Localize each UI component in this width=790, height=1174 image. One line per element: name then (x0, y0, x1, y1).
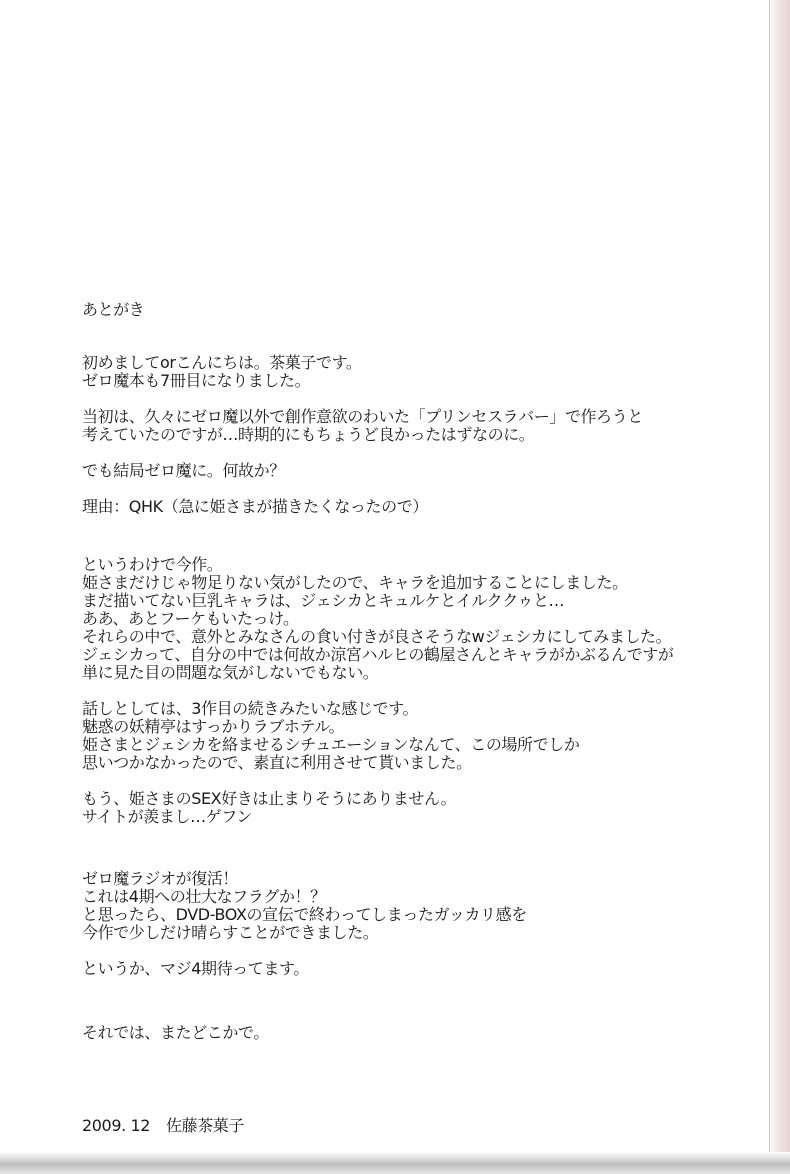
text-line: ゼロ魔本も7冊目になりました。 (82, 371, 311, 390)
paragraph-origin (82, 408, 762, 444)
text-line: 姫さまだけじゃ物足りない気がしたので、キャラを追加することにしました。 (82, 573, 628, 592)
text-line: 魅惑の妖精亭はすっかりラブホテル。 (82, 717, 345, 736)
text-line: ゼロ魔ラジオが復活！ (82, 869, 239, 888)
page-edge (768, 0, 790, 1174)
text-line: でも結局ゼロ魔に。何故か？ (82, 461, 285, 480)
afterword-text (82, 301, 762, 1135)
text-line: それらの中で、意外とみなさんの食い付きが良さそうなwジェシカにしてみました。 (82, 627, 672, 646)
text-line: と思ったら、DVD-BOXの宣伝で終わってしまったガッカリ感を (82, 905, 527, 924)
text-line: 初めましてorこんにちは。茶菓子です。 (82, 353, 362, 372)
text-line: 考えていたのですが…時期的にもちょうど良かったはずなのに。 (82, 425, 535, 444)
text-line: というか、マジ4期待ってます。 (82, 959, 309, 978)
paragraph-story (82, 700, 762, 772)
text-line: 単に見た目の問題な気がしないでもない。 (82, 663, 379, 682)
page-edge-line (769, 0, 770, 1174)
paragraph-reason (82, 498, 762, 516)
text-line: ああ、あとフーケもいたっけ。 (82, 609, 299, 628)
text-line: 話しとしては、3作目の続きみたいな感じです。 (82, 699, 419, 718)
paragraph-farewell (82, 1024, 762, 1042)
text-line: 思いつかなかったので、素直に利用させて貰いました。 (82, 753, 472, 772)
text-line: サイトが羨まし…ゲフン (82, 807, 252, 826)
paragraph-waiting (82, 960, 762, 978)
text-line: 理由：QHK（急に姫さまが描きたくなったので） (82, 497, 428, 516)
text-line: もう、姫さまのSEX好きは止まりそうにありません。 (82, 789, 457, 808)
signature (82, 1117, 762, 1135)
signature-author: 佐藤茶菓子 (166, 1116, 245, 1135)
text-line: 今作で少しだけ晴らすことができました。 (82, 923, 379, 942)
paragraph-greeting (82, 354, 762, 390)
paragraph-question (82, 462, 762, 480)
text-line: これは4期への壮大なフラグか！？ (82, 887, 326, 906)
text-line: まだ描いてない巨乳キャラは、ジェシカとキュルケとイルククゥと… (82, 591, 565, 610)
paragraph-this-work (82, 556, 762, 682)
signature-date: 2009. 12 (82, 1116, 151, 1135)
page-bottom-shadow (0, 1152, 790, 1174)
afterword-heading: あとがき (82, 300, 145, 319)
text-line: というわけで今作。 (82, 555, 223, 574)
text-line: ジェシカって、自分の中では何故か涼宮ハルヒの鶴屋さんとキャラがかぶるんですが (82, 645, 674, 664)
text-line: 当初は、久々にゼロ魔以外で創作意欲のわいた「プリンセスラバー」で作ろうと (82, 407, 643, 426)
paragraph-radio (82, 870, 762, 942)
paragraph-princess (82, 790, 762, 826)
text-line: それでは、またどこかで。 (82, 1023, 269, 1042)
text-line: 姫さまとジェシカを絡ませるシチュエーションなんて、この場所でしか (82, 735, 580, 754)
